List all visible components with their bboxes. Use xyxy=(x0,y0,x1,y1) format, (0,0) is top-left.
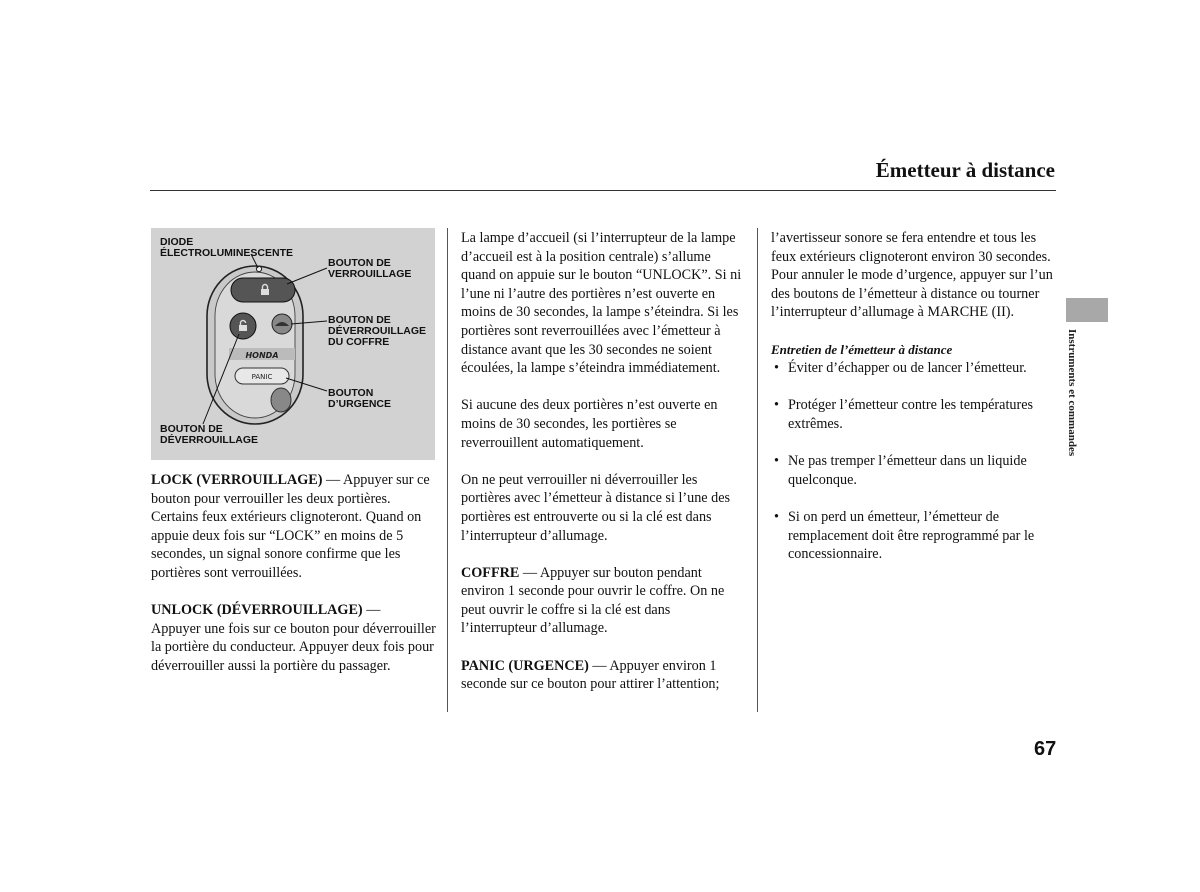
column-1 xyxy=(151,471,436,694)
remote-figure xyxy=(151,228,435,460)
title-rule xyxy=(150,190,1056,191)
lead-lock: LOCK (VERROUILLAGE) xyxy=(151,472,323,488)
bullet-icon: • xyxy=(774,508,779,525)
page-number: 67 xyxy=(1034,738,1057,760)
paragraph-no-lock: On ne peut verrouiller ni déverrouiller les portières avec l’émetteur à distance si l’une des portières est entrouverte ou si la clé est dans l’interrupteur d’allumage. xyxy=(461,471,731,544)
dash: — xyxy=(592,657,607,674)
label-panic-button: BOUTON D’URGENCE xyxy=(328,387,392,410)
paragraph-lock xyxy=(151,471,436,583)
body-panic: Appuyer environ 1 seconde sur ce bouton pour attirer l’attention; xyxy=(461,657,720,693)
list-item xyxy=(771,396,1056,433)
label-unlock-button: BOUTON DE DÉVERROUILLAGE xyxy=(160,423,259,446)
list-item xyxy=(771,508,1056,564)
column-2 xyxy=(461,229,747,712)
bullet-icon: • xyxy=(774,453,779,470)
key-ring-hole xyxy=(271,388,291,412)
panic-key-text: PANIC xyxy=(251,373,273,381)
body-coffre: Appuyer sur bouton pendant environ 1 seconde pour ouvrir le coffre. On ne peut ouvrir le coffre si la clé est dans l’interrupteur d’allumage. xyxy=(461,564,725,637)
list-item-text: Protéger l’émetteur contre les températures extrêmes. xyxy=(788,397,1034,432)
list-item-text: Ne pas tremper l’émetteur dans un liquide quelconque. xyxy=(788,453,1027,488)
column-divider xyxy=(447,228,448,712)
paragraph-coffre xyxy=(461,564,747,638)
lead-panic: PANIC (URGENCE) xyxy=(461,657,589,674)
bullet-icon: • xyxy=(774,360,779,377)
paragraph-panic-continued: l’avertisseur sonore se fera entendre et tous les feux extérieurs clignoteront environ 30 secondes. Pour annuler le mode d’urgence, appuyer sur l’un des boutons de l’émetteur à distance ou tourner l’interrupteur d’allumage à MARCHE (II). xyxy=(771,230,1053,321)
paragraph-panic xyxy=(461,657,747,694)
list-item-text: Éviter d’échapper ou de lancer l’émetteur. xyxy=(788,360,1027,377)
lead-unlock: UNLOCK (DÉVERROUILLAGE) xyxy=(151,602,363,619)
dash: — xyxy=(366,602,381,619)
dash: — xyxy=(522,564,538,581)
lead-coffre: COFFRE xyxy=(461,564,520,581)
list-item xyxy=(771,452,1056,489)
brand-text: HONDA xyxy=(245,351,279,360)
dash: — xyxy=(326,472,341,488)
list-item-text: Si on perd un émetteur, l’émetteur de remplacement doit être reprogrammé par le concessionnaire. xyxy=(788,508,1035,563)
label-diode: DIODE ÉLECTROLUMINESCENTE xyxy=(160,236,294,259)
page-title: Émetteur à distance xyxy=(875,158,1055,182)
column-divider xyxy=(757,228,758,712)
paragraph-courtesy-lamp: La lampe d’accueil (si l’interrupteur de la lampe d’accueil est à la position centrale) s’allume quand on appuie sur le bouton “UNLOCK”. Si ni l’une ni l’autre des portières n’est ouverte en moins de 30 secondes, la lampe s’éteindra. Si les portières sont reverrouillées avec l’émetteur à distance avant que les 30 secondes ne soient écoulées, la lampe s’éteindra immédiatement. xyxy=(461,230,742,377)
subheading-maintenance: Entretien de l’émetteur à distance xyxy=(771,341,953,357)
maintenance-list xyxy=(771,359,1056,564)
section-label: Instruments et commandes xyxy=(1066,329,1078,457)
bullet-icon: • xyxy=(774,397,779,414)
paragraph-unlock xyxy=(151,601,436,675)
label-lock-button: BOUTON DE VERROUILLAGE xyxy=(328,257,412,280)
body-unlock: Appuyer une fois sur ce bouton pour déverrouiller la portière du conducteur. Appuyer deux fois pour déverrouiller aussi la portière du passager. xyxy=(151,620,436,674)
paragraph-relock: Si aucune des deux portières n’est ouverte en moins de 30 secondes, les portières se reverrouillent automatiquement. xyxy=(461,397,718,451)
column-3 xyxy=(771,229,1056,582)
section-tab xyxy=(1066,298,1108,322)
leader-line-lock xyxy=(287,268,327,284)
body-lock: Appuyer sur ce bouton pour verrouiller les deux portières. Certains feux extérieurs clignoteront. Quand on appuie deux fois sur “LOCK” en moins de 5 secondes, un signal sonore confirme que les portières sont verrouillées. xyxy=(151,472,430,581)
label-trunk-button: BOUTON DE DÉVERROUILLAGE DU COFFRE xyxy=(328,314,427,348)
list-item xyxy=(771,359,1056,378)
